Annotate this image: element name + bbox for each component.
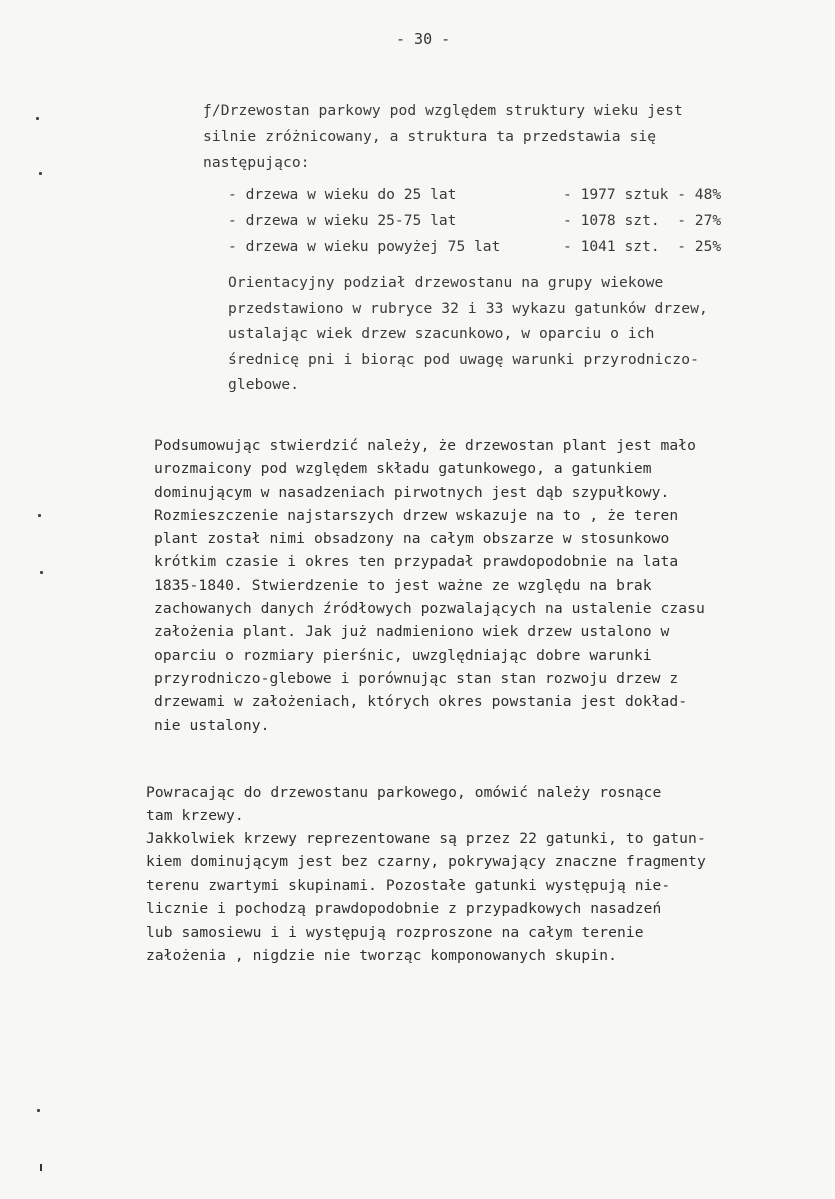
margin-speck (37, 1109, 40, 1112)
paragraph-shrubs-detail: Jakkolwiek krzewy reprezentowane są przez 22 gatunki, to gatun- kiem dominującym jest bez czarny, pokrywający znaczne fragmenty terenu zwartymi skupinami. Pozostałe gatunki występują nie- licznie i pochodzą prawdopodobnie z przypadkowych nasadzeń lub samosiewu i i występują rozproszone na całym terenie założenia , nigdzie nie tworząc komponowanych skupin. (146, 830, 706, 965)
list-item (228, 186, 722, 212)
list-item (228, 238, 722, 264)
paragraph-summary: Podsumowując stwierdzić należy, że drzewostan plant jest mało urozmaicony pod względem składu gatunkowego, a gatunkiem dominującym w nasadzeniach pirwotnych jest dąb szypułkowy. Rozmieszczenie najstarszych drzew wskazuje na to , że teren plant został nimi obsadzony na całym obszarze w stosunkowo krótkim czasie i okres ten przypadał prawdopodobnie na lata 1835-1840. Stwierdzenie to jest ważne ze względu na brak zachowanych danych źródłowych pozwalających na ustalenie czasu założenia plant. Jak już nadmieniono wiek drzew ustalono w oparciu o rozmiary pierśnic, uwzględniając dobre warunki przyrodniczo-glebowe i porównując stan stan rozwoju drzew z drzewami w założeniach, których okres powstania jest dokład- nie ustalony. (154, 437, 705, 734)
age-list (228, 186, 722, 264)
list-item (228, 212, 722, 238)
margin-speck (38, 514, 41, 517)
age-count: - 1041 szt. - 25% (563, 238, 722, 255)
paragraph-shrubs-intro: Powracając do drzewostanu parkowego, omówić należy rosnące tam krzewy. (146, 784, 662, 824)
paragraph-age-groups: Orientacyjny podział drzewostanu na grupy wiekowe przedstawiono w rubryce 32 i 33 wykazu gatunków drzew, ustalając wiek drzew szacunkowo, w oparciu o ich średnicę pni i biorąc pod uwagę warunki przyrodniczo- glebowe. (228, 274, 708, 393)
margin-speck (39, 172, 42, 175)
margin-speck (40, 571, 43, 574)
age-label: - drzewa w wieku powyżej 75 lat (228, 238, 501, 255)
age-count: - 1977 sztuk - 48% (563, 186, 722, 203)
paragraph-age-structure: ƒ/Drzewostan parkowy pod względem struktury wieku jest silnie zróżnicowany, a struktura ta przedstawia się następująco: (203, 102, 683, 171)
age-label: - drzewa w wieku do 25 lat (228, 186, 457, 203)
margin-tick (40, 1164, 42, 1171)
age-label: - drzewa w wieku 25-75 lat (228, 212, 457, 229)
page-number: - 30 - (396, 30, 451, 48)
age-count: - 1078 szt. - 27% (563, 212, 722, 229)
margin-speck (36, 117, 39, 120)
